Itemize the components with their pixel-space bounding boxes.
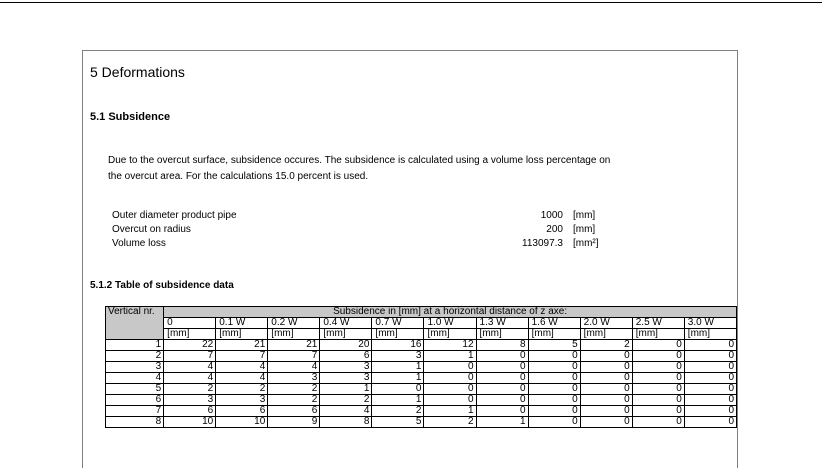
column-unit: [mm] bbox=[528, 329, 580, 340]
table-cell: 7 bbox=[216, 351, 268, 362]
table-cell: 4 bbox=[216, 362, 268, 373]
table-cell: 0 bbox=[632, 351, 684, 362]
table-cell: 5 bbox=[528, 340, 580, 351]
row-number: 8 bbox=[106, 417, 164, 428]
table-cell: 0 bbox=[528, 395, 580, 406]
table-cell: 7 bbox=[268, 351, 320, 362]
section-title: 5 Deformations bbox=[90, 64, 185, 80]
table-cell: 1 bbox=[320, 384, 372, 395]
table-cell: 4 bbox=[268, 362, 320, 373]
paragraph-line: Due to the overcut surface, subsidence occures. The subsidence is calculated using a volume loss percentage on bbox=[108, 155, 611, 166]
column-unit: [mm] bbox=[320, 329, 372, 340]
table-cell: 0 bbox=[424, 373, 476, 384]
parameter-value: 200 bbox=[546, 224, 563, 235]
table-cell: 0 bbox=[372, 384, 424, 395]
table-cell: 0 bbox=[476, 406, 528, 417]
table-row bbox=[106, 395, 737, 406]
table-cell: 8 bbox=[476, 340, 528, 351]
column-unit: [mm] bbox=[216, 329, 268, 340]
row-number: 2 bbox=[106, 351, 164, 362]
parameter-label: Outer diameter product pipe bbox=[112, 210, 237, 221]
table-title: 5.1.2 Table of subsidence data bbox=[90, 280, 234, 291]
column-label: 0.1 W bbox=[216, 318, 268, 329]
table-cell: 7 bbox=[164, 351, 216, 362]
table-cell: 0 bbox=[632, 384, 684, 395]
table-row bbox=[106, 340, 737, 351]
table-cell: 10 bbox=[164, 417, 216, 428]
table-cell: 3 bbox=[268, 373, 320, 384]
parameter-label: Overcut on radius bbox=[112, 224, 191, 235]
table-cell: 2 bbox=[424, 417, 476, 428]
page-header-rule bbox=[0, 2, 822, 3]
table-cell: 0 bbox=[528, 373, 580, 384]
column-unit-row bbox=[106, 329, 737, 340]
table-cell: 16 bbox=[372, 340, 424, 351]
column-label: 0.4 W bbox=[320, 318, 372, 329]
table-cell: 6 bbox=[268, 406, 320, 417]
parameter-value: 113097.3 bbox=[522, 238, 563, 249]
table-cell: 0 bbox=[476, 384, 528, 395]
table-cell: 0 bbox=[424, 395, 476, 406]
row-number: 5 bbox=[106, 384, 164, 395]
table-cell: 0 bbox=[476, 362, 528, 373]
table-cell: 0 bbox=[528, 384, 580, 395]
table-cell: 0 bbox=[580, 351, 632, 362]
table-cell: 21 bbox=[216, 340, 268, 351]
table-row bbox=[106, 384, 737, 395]
table-cell: 0 bbox=[684, 351, 736, 362]
table-cell: 20 bbox=[320, 340, 372, 351]
column-label: 3.0 W bbox=[684, 318, 736, 329]
row-number: 3 bbox=[106, 362, 164, 373]
row-number: 1 bbox=[106, 340, 164, 351]
table-cell: 0 bbox=[684, 406, 736, 417]
table-cell: 0 bbox=[528, 362, 580, 373]
table-row bbox=[106, 351, 737, 362]
table-header-row bbox=[106, 307, 737, 318]
table-cell: 0 bbox=[580, 417, 632, 428]
table-cell: 8 bbox=[320, 417, 372, 428]
table-cell: 0 bbox=[632, 395, 684, 406]
table-cell: 10 bbox=[216, 417, 268, 428]
subsidence-table bbox=[105, 306, 737, 428]
table-cell: 6 bbox=[320, 351, 372, 362]
table-cell: 0 bbox=[476, 373, 528, 384]
table-cell: 3 bbox=[320, 373, 372, 384]
table-row bbox=[106, 406, 737, 417]
parameter-unit: [mm²] bbox=[572, 238, 599, 249]
column-label: 1.6 W bbox=[528, 318, 580, 329]
column-label: 0 bbox=[164, 318, 216, 329]
table-cell: 2 bbox=[372, 406, 424, 417]
group-header: Subsidence in [mm] at a horizontal distance of z axe: bbox=[164, 307, 737, 318]
table-row bbox=[106, 373, 737, 384]
table-cell: 0 bbox=[632, 362, 684, 373]
table-cell: 2 bbox=[580, 340, 632, 351]
table-cell: 4 bbox=[164, 373, 216, 384]
table-cell: 1 bbox=[372, 373, 424, 384]
table-cell: 0 bbox=[684, 395, 736, 406]
table-cell: 0 bbox=[632, 406, 684, 417]
column-label: 1.0 W bbox=[424, 318, 476, 329]
table-cell: 6 bbox=[216, 406, 268, 417]
row-number: 7 bbox=[106, 406, 164, 417]
table-cell: 3 bbox=[216, 395, 268, 406]
table-cell: 0 bbox=[580, 406, 632, 417]
subsection-title: 5.1 Subsidence bbox=[90, 111, 171, 123]
column-unit: [mm] bbox=[268, 329, 320, 340]
parameter-label: Volume loss bbox=[112, 238, 166, 249]
column-label: 2.0 W bbox=[580, 318, 632, 329]
table-cell: 0 bbox=[528, 406, 580, 417]
column-unit: [mm] bbox=[580, 329, 632, 340]
table-cell: 3 bbox=[320, 362, 372, 373]
vertical-header: Vertical nr. bbox=[106, 307, 164, 340]
table-cell: 2 bbox=[268, 395, 320, 406]
table-cell: 2 bbox=[268, 384, 320, 395]
column-unit: [mm] bbox=[632, 329, 684, 340]
parameter-row bbox=[112, 209, 622, 223]
table-cell: 0 bbox=[476, 395, 528, 406]
table-cell: 0 bbox=[684, 362, 736, 373]
column-label-row bbox=[106, 318, 737, 329]
table-cell: 1 bbox=[372, 395, 424, 406]
table-cell: 1 bbox=[372, 362, 424, 373]
table-cell: 0 bbox=[684, 373, 736, 384]
table-cell: 12 bbox=[424, 340, 476, 351]
parameter-row bbox=[112, 237, 622, 251]
table-cell: 9 bbox=[268, 417, 320, 428]
parameter-value: 1000 bbox=[540, 210, 563, 221]
table-cell: 0 bbox=[684, 340, 736, 351]
table-cell: 0 bbox=[580, 395, 632, 406]
description-paragraph bbox=[108, 153, 708, 185]
column-label: 0.7 W bbox=[372, 318, 424, 329]
table-cell: 1 bbox=[424, 406, 476, 417]
column-unit: [mm] bbox=[476, 329, 528, 340]
row-number: 6 bbox=[106, 395, 164, 406]
parameter-row bbox=[112, 223, 622, 237]
column-label: 0.2 W bbox=[268, 318, 320, 329]
column-unit: [mm] bbox=[424, 329, 476, 340]
table-cell: 0 bbox=[632, 340, 684, 351]
column-unit: [mm] bbox=[684, 329, 736, 340]
row-number: 4 bbox=[106, 373, 164, 384]
table-cell: 4 bbox=[164, 362, 216, 373]
table-cell: 2 bbox=[164, 384, 216, 395]
table-cell: 21 bbox=[268, 340, 320, 351]
table-cell: 0 bbox=[632, 373, 684, 384]
column-unit: [mm] bbox=[372, 329, 424, 340]
table-cell: 6 bbox=[164, 406, 216, 417]
column-unit: [mm] bbox=[164, 329, 216, 340]
table-cell: 2 bbox=[216, 384, 268, 395]
column-label: 2.5 W bbox=[632, 318, 684, 329]
table-cell: 0 bbox=[580, 384, 632, 395]
table-cell: 0 bbox=[528, 351, 580, 362]
table-cell: 0 bbox=[580, 362, 632, 373]
table-cell: 1 bbox=[476, 417, 528, 428]
table-cell: 0 bbox=[424, 384, 476, 395]
table-cell: 3 bbox=[372, 351, 424, 362]
table-cell: 5 bbox=[372, 417, 424, 428]
table-cell: 4 bbox=[320, 406, 372, 417]
table-cell: 1 bbox=[424, 351, 476, 362]
table-cell: 0 bbox=[684, 384, 736, 395]
paragraph-line: the overcut area. For the calculations 15.0 percent is used. bbox=[108, 171, 369, 182]
table-cell: 0 bbox=[580, 373, 632, 384]
document-frame bbox=[82, 50, 738, 468]
table-cell: 2 bbox=[320, 395, 372, 406]
parameter-unit: [mm] bbox=[572, 210, 596, 221]
column-label: 1.3 W bbox=[476, 318, 528, 329]
table-cell: 0 bbox=[476, 351, 528, 362]
table-cell: 4 bbox=[216, 373, 268, 384]
table-row bbox=[106, 417, 737, 428]
table-row bbox=[106, 362, 737, 373]
table-cell: 0 bbox=[632, 417, 684, 428]
parameter-unit: [mm] bbox=[572, 224, 596, 235]
table-cell: 0 bbox=[424, 362, 476, 373]
table-cell: 0 bbox=[528, 417, 580, 428]
table-cell: 22 bbox=[164, 340, 216, 351]
parameter-list bbox=[112, 209, 622, 251]
table-cell: 0 bbox=[684, 417, 736, 428]
table-cell: 3 bbox=[164, 395, 216, 406]
